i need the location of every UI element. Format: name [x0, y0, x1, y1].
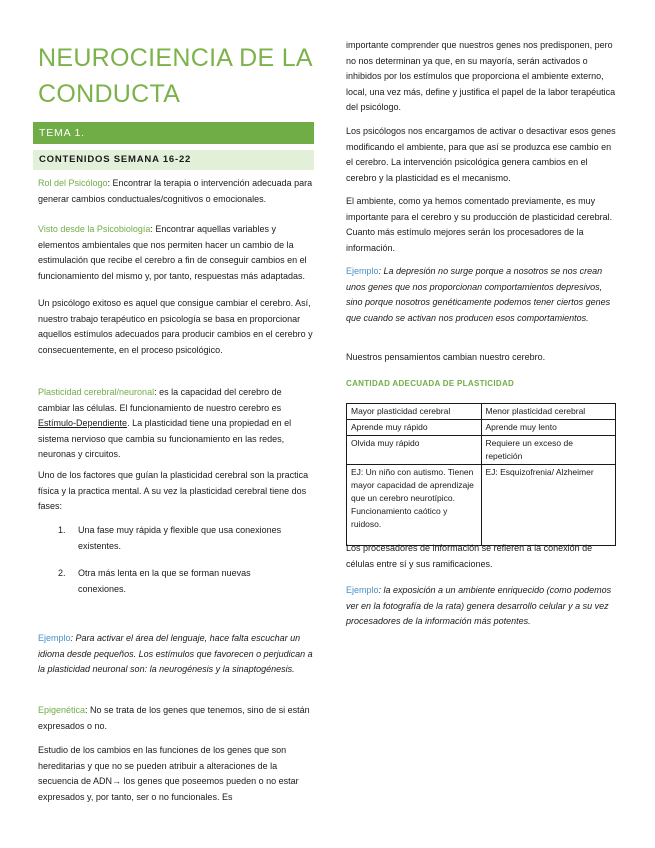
rol-psicologo-paragraph: Rol del Psicólogo: Encontrar la terapia o intervención adecuada para generar cambios conductuales/cognitivos o emocionales. [38, 178, 313, 204]
pensamientos-paragraph: Nuestros pensamientos cambian nuestro cerebro. [346, 352, 546, 362]
plasticidad-paragraph: Plasticidad cerebral/neuronal: es la capacidad del cerebro de cambiar las células. El funcionamiento de nuestro cerebro es Estímulo-Dependiente. La plasticidad tiene una propiedad en el sistema nervioso que cambia su funcionamiento en las redes, neuronas y circuitos. [38, 387, 292, 459]
table-header-cell: Menor plasticidad cerebral [481, 404, 616, 420]
factores-paragraph: Uno de los factores que guían la plasticidad cerebral son la practica física y la practica mental. A su vez la plasticidad cerebral tiene dos fases: [38, 470, 309, 511]
ejemplo-lenguaje-paragraph: Ejemplo: Para activar el área del lenguaje, hace falta escuchar un idioma desde pequeños. Los estímulos que favorecen o perjudican a la plasticidad neuronal son: la neurogénesis y la sinaptogénesis. [38, 633, 313, 674]
document-title: NEUROCIENCIA DE LA CONDUCTA [38, 44, 312, 108]
ejemplo-label: Ejemplo [38, 633, 71, 643]
visto-psicobiologia-paragraph: Visto desde la Psicobiología: Encontrar aquellas variables y elementos ambientales que nos permiten hacer un cambio de la estimulación que recibe el cerebro a fin de conseguir cambios en el funcionamiento del mismo y, por tanto, respuestas más adaptadas. [38, 224, 307, 281]
ejemplo-rata-paragraph: Ejemplo: la exposición a un ambiente enriquecido (como podemos ver en la fotografía de la rata) genera desarrollo celular y a su vez procesadores de la información más potentes. [346, 585, 612, 626]
section-heading-tema: TEMA 1. [33, 122, 314, 144]
psicologo-exitoso-paragraph: Un psicólogo exitoso es aquel que consigue cambiar el cerebro. Así, nuestro trabajo terapéutico en psicología se basa en proporcionar aquellos estímulos adecuados para producir cambios en el cerebro y consecuentemente, en el proceso psicológico. [38, 298, 313, 355]
visto-psicobiologia-label: Visto desde la Psicobiología [38, 224, 151, 234]
plasticidad-label: Plasticidad cerebral/neuronal [38, 387, 155, 397]
table-cell: EJ: Un niño con autismo. Tienen mayor capacidad de aprendizaje que un cerebro neurotípico. Funcionamiento caótico y ruidoso. [347, 465, 482, 546]
table-row [347, 465, 616, 546]
table-header-row [347, 404, 616, 420]
table-row [347, 436, 616, 465]
genes-continuation-paragraph: importante comprender que nuestros genes nos predisponen, pero no nos determinan ya que, en su mayoría, serán activados o inhibidos por los estímulos que proporciona el ambiente externo, local, una vez más, define y justifica el papel de la labor terapéutica del psicólogo. [346, 40, 616, 112]
table-cell: Olvida muy rápido [347, 436, 482, 465]
table-cell: Aprende muy lento [481, 420, 616, 436]
cantidad-plasticidad-heading: CANTIDAD ADECUADA DE PLASTICIDAD [346, 379, 515, 388]
procesadores-paragraph: Los procesadores de información se refieren a la conexión de células entre sí y sus ramificaciones. [346, 543, 593, 569]
estimulo-dependiente-term: Estímulo-Dependiente [38, 418, 128, 428]
psicologos-paragraph: Los psicólogos nos encargamos de activar o desactivar esos genes modificando el ambiente, para que así se produzca ese cambio en el cerebro. La intervención psicológica genera cambios en el cerebro y la plasticidad es el mecanismo. [346, 126, 616, 183]
subsection-heading-contenidos: CONTENIDOS SEMANA 16-22 [33, 150, 314, 170]
ejemplo-depresion-paragraph: Ejemplo: La depresión no surge porque a nosotros se nos crean unos genes que nos proporcionan comportamientos depresivos, sino porque nosotros genéticamente podemos tener ciertos genes que cuando se activan nos producen esos comportamientos. [346, 266, 611, 323]
plasticidad-table [346, 403, 616, 546]
epigenetica-paragraph: Epigenética: No se trata de los genes que tenemos, sino de si están expresados o no. [38, 705, 310, 731]
table-cell: Requiere un exceso de repetición [481, 436, 616, 465]
ejemplo-label: Ejemplo [346, 585, 379, 595]
table-cell: EJ: Esquizofrenia/ Alzheimer [481, 465, 616, 546]
document-page: NEUROCIENCIA DE LA CONDUCTA TEMA 1. CONTENIDOS SEMANA 16-22 Rol del Psicólogo: Encontrar la terapia o intervención adecuada para generar cambios conductuales/cognitivos o emocionales. Visto desde la Psicobiología: Encontrar aquellas variables y elementos ambientales que nos permiten hacer un cambio de la estimulación que recibe el cerebro a fin de conseguir cambios en el funcionamiento del mismo y, por tanto, respuestas más adaptadas. Un psicólogo exitoso es aquel que consigue cambiar el cerebro. Así, nuestro trabajo terapéutico en psicología se basa en proporcionar aquellos estímulos adecuados para producir cambios en el cerebro y consecuentemente, en el proceso psicológico. Plasticidad cerebral/neuronal: es la capacidad del cerebro de cambiar las células. El funcionamiento de nuestro cerebro es Estímulo-Dependiente. La plasticidad tiene una propiedad en el sistema nervioso que cambia su funcionamiento en las redes, neuronas y circuitos. Uno de los factores que guían la plasticidad cerebral son la practica física y la practica mental. A su vez la plasticidad cerebral tiene dos fases: 1. Una fase muy rápida y flexible que usa conexiones existentes. 2. Otra más lenta en la que se forman nuevas conexiones. Ejemplo: Para activar el área del lenguaje, hace falta escuchar un idioma desde pequeños. Los estímulos que favorecen o perjudican a la plasticidad neuronal son: la neurogénesis y la sinaptogénesis. Epigenética: No se trata de los genes que tenemos, sino de si están expresados o no. Estudio de los cambios en las funciones de los genes que son hereditarias y que no se pueden atribuir a alteraciones de la secuencia de ADN→ los genes que poseemos pueden o no estar expresados y, por tanto, ser o no funcionales. Es importante comprender que nuestros genes nos predisponen, pero no nos determinan ya que, en su mayoría, serán activados o inhibidos por los estímulos que proporciona el ambiente externo, local, una vez más, define y justifica el papel de la labor terapéutica del psicólogo. Los psicólogos nos encargamos de activar o desactivar esos genes modificando el ambiente, para que así se produzca ese cambio en el cerebro. La intervención psicológica genera cambios en el cerebro y la plasticidad es el mecanismo. El ambiente, como ya hemos comentado previamente, es muy importante para el cerebro y su producción de plasticidad cerebral. Cuanto más estímulo mejores serán los procesadores de la información. Ejemplo: La depresión no surge porque a nosotros se nos crean unos genes que nos proporcionan comportamientos depresivos, sino porque nosotros genéticamente podemos tener ciertos genes que cuando se activan nos producen esos comportamientos. Nuestros pensamientos cambian nuestro cerebro. CANTIDAD ADECUADA DE PLASTICIDAD Mayor plasticidad cerebral Menor plasticidad cerebral Aprende muy rápido Aprende muy lento Olvida muy rápido Requiere un exceso de repetición EJ: Un niño con autismo. Tienen mayor capacidad de aprendizaje que un cerebro neurotípico. Funcionamiento caótico y ruidoso. EJ: Esquizofrenia/ Alzheimer Los procesadores de información se refieren a la conexión de células entre sí y sus ramificaciones. Ejemplo: la exposición a un ambiente enriquecido (como podemos ver en la fotografía de la rata) genera desarrollo celular y a su vez procesadores de la información más potentes. [0, 0, 655, 848]
table-header-cell: Mayor plasticidad cerebral [347, 404, 482, 420]
ambiente-paragraph: El ambiente, como ya hemos comentado previamente, es muy importante para el cerebro y su producción de plasticidad cerebral. Cuanto más estímulo mejores serán los procesadores de la información. [346, 196, 613, 253]
table-row [347, 420, 616, 436]
epigenetica-label: Epigenética [38, 705, 86, 715]
rol-psicologo-label: Rol del Psicólogo [38, 178, 108, 188]
ejemplo-label: Ejemplo [346, 266, 379, 276]
estudio-paragraph: Estudio de los cambios en las funciones de los genes que son hereditarias y que no se pueden atribuir a alteraciones de la secuencia de ADN→ los genes que poseemos pueden o no estar expresados y, por tanto, ser o no funcionales. Es [38, 745, 299, 802]
table-cell: Aprende muy rápido [347, 420, 482, 436]
